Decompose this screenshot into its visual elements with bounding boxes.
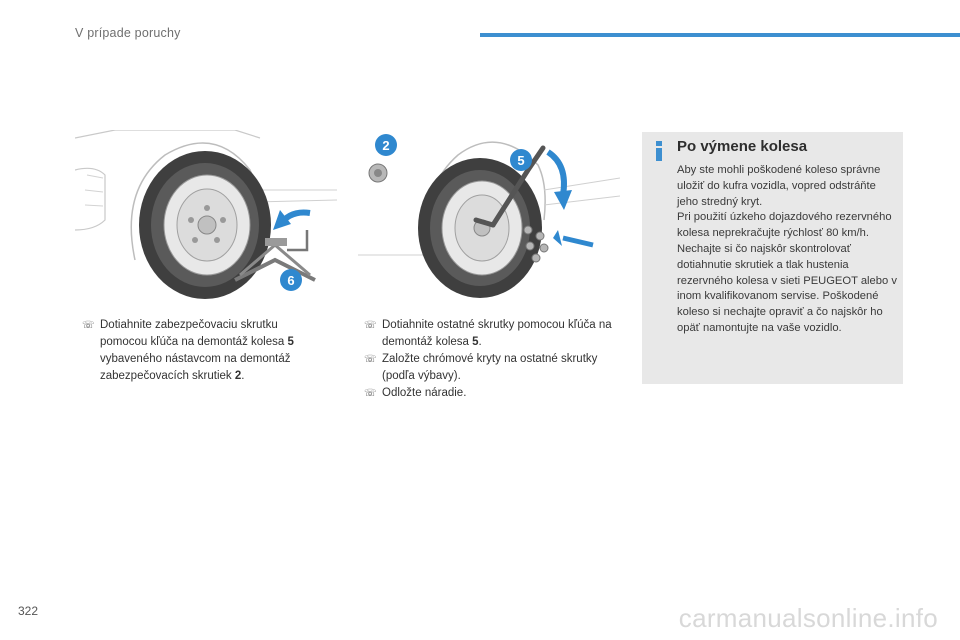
watermark: carmanualsonline.info (678, 603, 938, 633)
info-title: Po výmene kolesa (677, 138, 808, 155)
illustration-wrench (358, 130, 620, 300)
callout-badge-6: 6 (287, 273, 295, 288)
step-item: ☏ Dotiahnite ostatné skrutky pomocou kľúča na demontáž kolesa 5. (364, 319, 612, 348)
info-icon (654, 141, 664, 161)
page-number: 322 (18, 604, 39, 618)
callout-badge-5: 5 (517, 153, 525, 168)
steps-list-middle (364, 317, 622, 402)
header-accent-bar (480, 33, 960, 37)
info-body: Aby ste mohli poškodené koleso správne uložiť do kufra vozidla, vopred odstráňte jeho stredný kryt. Pri použití úzkeho dojazdového rezervného kolesa neprekračujte rýchlosť 80 km/h. Nechajte si čo najskôr skontrolovať dotiahnutie skrutiek a tlak hustenia rezervného kolesa v sieti PEUGEOT alebo v inom kvalifikovanom servise. Poškodené koleso si nechajte opraviť a čo najskôr ho opäť namontujte na vaše vozidlo. (677, 164, 897, 334)
step-item: ☏ Odložte náradie. (364, 385, 622, 402)
bullet-marker-icon: ☏ (364, 320, 377, 331)
info-box (642, 132, 903, 384)
step-item: ☏ Dotiahnite zabezpečovaciu skrutku pomocou kľúča na demontáž kolesa 5 vybaveného nástavcom na demontáž zabezpečovacích skrutiek 2. (82, 319, 294, 382)
section-title: V prípade poruchy (75, 26, 181, 40)
bullet-marker-icon: ☏ (364, 388, 377, 399)
steps-list-left (82, 317, 317, 385)
illustration-jack (75, 130, 337, 300)
bullet-marker-icon: ☏ (364, 354, 377, 365)
step-item: ☏ Založte chrómové kryty na ostatné skrutky (podľa výbavy). (364, 353, 598, 382)
callout-badge-2: 2 (382, 138, 390, 153)
bullet-marker-icon: ☏ (82, 320, 95, 331)
